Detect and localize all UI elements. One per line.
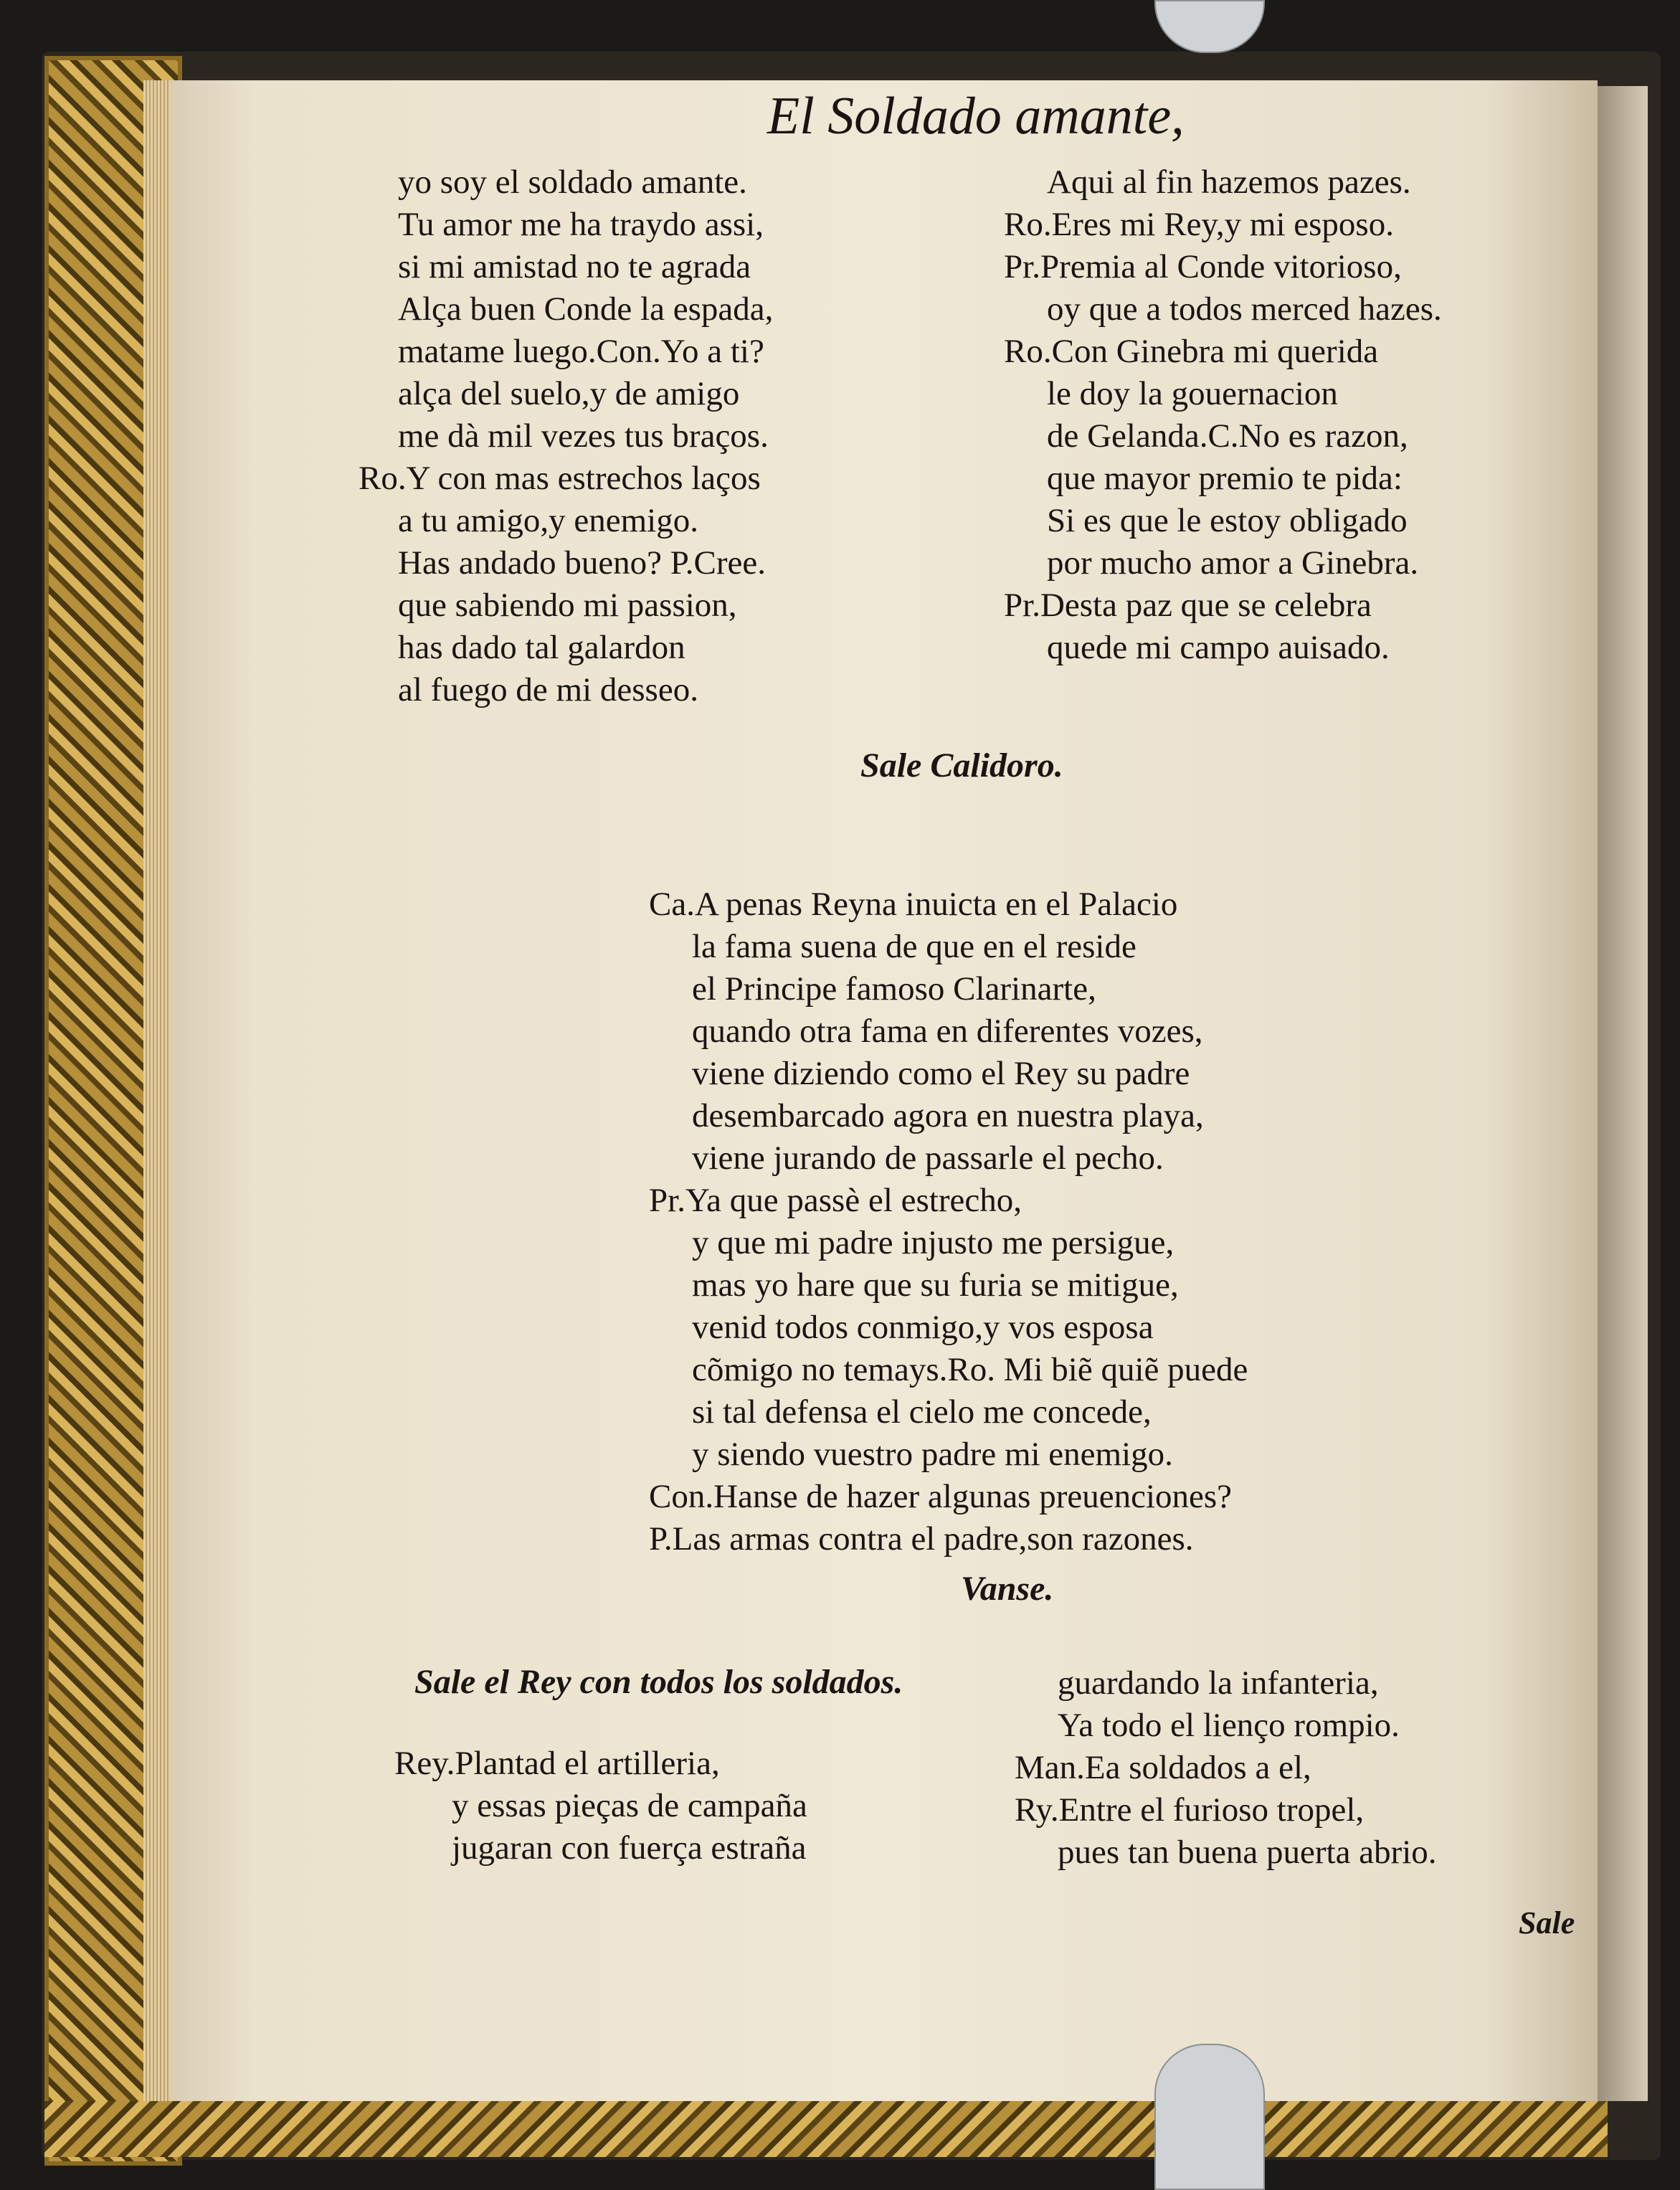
verse-line: Ro.Con Ginebra mi querida bbox=[1004, 333, 1379, 370]
verse-line: Pr.Ya que passè el estrecho, bbox=[649, 1182, 1022, 1219]
catchword: Sale bbox=[1519, 1905, 1575, 1940]
page-clip-top bbox=[1154, 0, 1265, 53]
verse-line: de Gelanda.C.No es razon, bbox=[1047, 417, 1408, 455]
verse-line: que sabiendo mi passion, bbox=[398, 587, 737, 624]
verse-line: has dado tal galardon bbox=[398, 629, 685, 666]
verse-line: la fama suena de que en el reside bbox=[692, 928, 1136, 965]
verse-line: me dà mil vezes tus braços. bbox=[398, 417, 769, 455]
verse-line: P.Las armas contra el padre,son razones. bbox=[649, 1520, 1194, 1558]
verse-line: guardando la infanteria, bbox=[1058, 1664, 1379, 1702]
verse-line: oy que a todos merced hazes. bbox=[1047, 290, 1442, 328]
stage-direction: Sale el Rey con todos los soldados. bbox=[414, 1663, 903, 1701]
verse-line: y essas pieças de campaña bbox=[452, 1787, 807, 1824]
verse-line: Ro.Y con mas estrechos laços bbox=[359, 460, 761, 497]
verse-line: Ya todo el lienço rompio. bbox=[1058, 1707, 1400, 1744]
verse-line: alça del suelo,y de amigo bbox=[398, 375, 740, 412]
verse-line: Has andado bueno? P.Cree. bbox=[398, 544, 766, 582]
page-edges bbox=[143, 80, 172, 2101]
page-clip-bottom bbox=[1154, 2044, 1265, 2190]
verse-line: Si es que le estoy obligado bbox=[1047, 502, 1408, 539]
column-left-top bbox=[359, 161, 774, 711]
verse-line: si tal defensa el cielo me concede, bbox=[692, 1393, 1152, 1431]
verse-line: a tu amigo,y enemigo. bbox=[398, 502, 698, 539]
verse-line: Rey.Plantad el artilleria, bbox=[394, 1745, 720, 1782]
verse-line: Ro.Eres mi Rey,y mi esposo. bbox=[1004, 206, 1394, 243]
verse-line: Alça buen Conde la espada, bbox=[398, 290, 774, 328]
verse-line: yo soy el soldado amante. bbox=[398, 163, 747, 201]
verse-line: mas yo hare que su furia se mitigue, bbox=[692, 1266, 1179, 1304]
verse-block bbox=[649, 883, 1248, 1560]
stage-direction: Vanse. bbox=[961, 1570, 1054, 1608]
stage-direction: Sale Calidoro. bbox=[860, 746, 1063, 784]
verse-line: quando otra fama en diferentes vozes, bbox=[692, 1013, 1203, 1050]
verse-line: viene jurando de passarle el pecho. bbox=[692, 1139, 1164, 1177]
verse-line: el Principe famoso Clarinarte, bbox=[692, 970, 1096, 1008]
verse-line: Con.Hanse de hazer algunas preuenciones? bbox=[649, 1478, 1233, 1515]
verse-line: por mucho amor a Ginebra. bbox=[1047, 544, 1419, 582]
next-page-edge bbox=[1598, 86, 1648, 2101]
verse-line: Man.Ea soldados a el, bbox=[1015, 1749, 1311, 1786]
verse-line: desembarcado agora en nuestra playa, bbox=[692, 1097, 1204, 1134]
gilt-edge-bottom bbox=[44, 2101, 1608, 2157]
column-right-top bbox=[1004, 161, 1442, 669]
verse-line: Aqui al fin hazemos pazes. bbox=[1047, 163, 1411, 201]
verse-line: al fuego de mi desseo. bbox=[398, 671, 698, 708]
verse-line: y que mi padre injusto me persigue, bbox=[692, 1224, 1174, 1261]
column-left-bottom bbox=[394, 1743, 807, 1869]
verse-line: matame luego.Con.Yo a ti? bbox=[398, 333, 764, 370]
verse-line: jugaran con fuerça estraña bbox=[452, 1829, 807, 1867]
column-right-bottom bbox=[1015, 1662, 1437, 1874]
verse-line: que mayor premio te pida: bbox=[1047, 460, 1403, 497]
verse-line: le doy la gouernacion bbox=[1047, 375, 1338, 412]
verse-line: cõmigo no temays.Ro. Mi biẽ quiẽ puede bbox=[692, 1351, 1248, 1388]
verse-line: Tu amor me ha traydo assi, bbox=[398, 206, 764, 243]
verse-line: Ry.Entre el furioso tropel, bbox=[1015, 1791, 1365, 1829]
verse-line: Pr.Premia al Conde vitorioso, bbox=[1004, 248, 1402, 285]
verse-line: si mi amistad no te agrada bbox=[398, 248, 751, 285]
verse-line: quede mi campo auisado. bbox=[1047, 629, 1390, 666]
verse-line: venid todos conmigo,y vos esposa bbox=[692, 1309, 1154, 1346]
verse-line: Pr.Desta paz que se celebra bbox=[1004, 587, 1372, 624]
verse-line: y siendo vuestro padre mi enemigo. bbox=[692, 1436, 1173, 1473]
verse-line: pues tan buena puerta abrio. bbox=[1058, 1834, 1437, 1871]
verse-line: Ca.A penas Reyna inuicta en el Palacio bbox=[649, 886, 1178, 923]
verse-line: viene diziendo como el Rey su padre bbox=[692, 1055, 1190, 1092]
running-header: El Soldado amante, bbox=[767, 87, 1185, 146]
